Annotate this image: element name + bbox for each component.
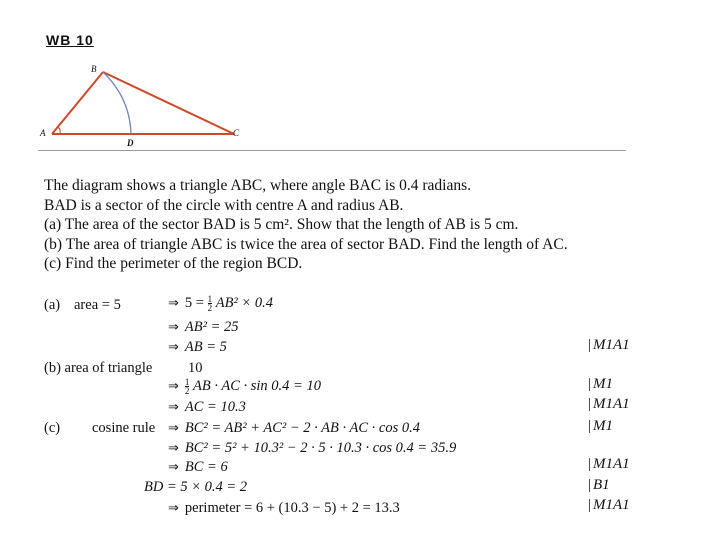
vertex-label-c: C xyxy=(233,128,240,138)
mark-b2: | M1A1 xyxy=(588,396,630,412)
implies-icon: ⇒ xyxy=(168,501,179,516)
mark-c5: | M1A1 xyxy=(588,497,630,513)
mark-a3: | M1A1 xyxy=(588,337,630,353)
implies-icon: ⇒ xyxy=(168,421,179,436)
question-line: (a) The area of the sector BAD is 5 cm². Show that the length of AB is 5 cm. xyxy=(44,216,519,233)
triangle-diagram xyxy=(38,60,258,150)
part-a-step-2: ⇒ AB² = 25 xyxy=(168,319,239,335)
part-c-subtitle: cosine rule xyxy=(92,420,156,436)
divider xyxy=(38,150,626,151)
side-ab xyxy=(52,72,103,134)
part-a-step-3: ⇒ AB = 5 xyxy=(168,339,227,355)
fraction-half: $\frac{1}{2}$ xyxy=(207,294,213,314)
question-line: (c) Find the perimeter of the region BCD. xyxy=(44,255,303,272)
implies-icon: ⇒ xyxy=(168,320,179,335)
question-line: BAD is a sector of the circle with centre A and radius AB. xyxy=(44,196,404,214)
part-b-value: 10 xyxy=(188,360,203,376)
part-c-step-1: ⇒ BC² = AB² + AC² − 2 · AB · AC · cos 0.4 xyxy=(168,420,420,436)
part-c-step-2: ⇒ BC² = 5² + 10.3² − 2 · 5 · 10.3 · cos 0.4 = 35.9 xyxy=(168,440,457,456)
slide-title: WB 10 xyxy=(46,32,94,48)
question-line: (b) The area of triangle ABC is twice the area of sector BAD. Find the length of AC. xyxy=(44,235,568,253)
fraction-half: $\frac{1}{2}$ xyxy=(184,377,190,397)
part-a-subtitle: area = 5 xyxy=(74,297,121,313)
vertex-label-b: B xyxy=(91,64,97,74)
implies-icon: ⇒ xyxy=(168,340,179,355)
vertex-label-a: A xyxy=(40,128,46,138)
part-b-label: (b) area of triangle xyxy=(44,360,153,376)
implies-icon: ⇒ xyxy=(168,296,179,311)
vertex-label-d: D xyxy=(127,138,134,148)
part-a-label: (a) xyxy=(44,297,61,313)
mark-c1: | M1 xyxy=(588,418,614,434)
mark-c4: | B1 xyxy=(588,477,610,493)
part-b-step-1: ⇒ $\frac{1}{2}$ AB · AC · sin 0.4 = 10 xyxy=(168,377,321,397)
mark-b1: | M1 xyxy=(588,376,614,392)
side-bc xyxy=(103,72,234,134)
question-text xyxy=(44,176,624,274)
part-c-label: (c) xyxy=(44,420,61,436)
implies-icon: ⇒ xyxy=(168,441,179,456)
implies-icon: ⇒ xyxy=(168,460,179,475)
part-c-step-5: ⇒ perimeter = 6 + (10.3 − 5) + 2 = 13.3 xyxy=(168,500,400,516)
question-line: The diagram shows a triangle ABC, where angle BAC is 0.4 radians. xyxy=(44,177,472,194)
part-c-step-4: BD = 5 × 0.4 = 2 xyxy=(144,479,248,495)
part-c-step-3: ⇒ BC = 6 xyxy=(168,459,228,475)
part-a-step-1: ⇒ 5 = $\frac{1}{2}$ AB² × 0.4 xyxy=(168,294,273,314)
implies-icon: ⇒ xyxy=(168,379,179,394)
sector-arc xyxy=(103,72,131,134)
implies-icon: ⇒ xyxy=(168,400,179,415)
mark-c3: | M1A1 xyxy=(588,456,630,472)
part-b-step-2: ⇒ AC = 10.3 xyxy=(168,399,246,415)
